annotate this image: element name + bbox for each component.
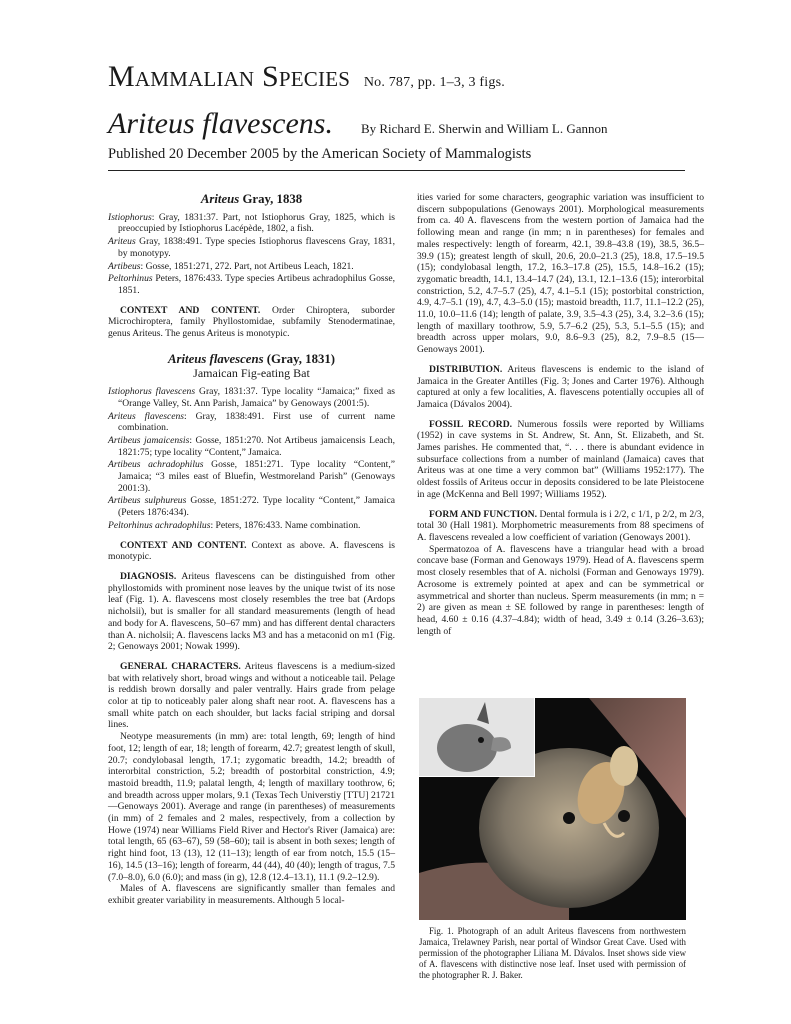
distribution-paragraph: DISTRIBUTION. Ariteus flavescens is endemic to the island of Jamaica in the Greater Antilles (Fig. 3; Jones and Carter 1976). Although captured at only a few localities, A. flavescens potentially occupies all of Jamaica (Dávalos 2004). bbox=[417, 363, 704, 410]
diagnosis-paragraph: DIAGNOSIS. Ariteus flavescens can be distinguished from other phyllostomids with prominent nose leaves by the unique twist of its nose leaf (Fig. 1). A. flavescens most closely resembles the tree bat (Ardops nicholsii), but is smaller for all standard measurements (length of head and body for A. flavescens, 50–67 mm) and has different dental characters than A. nicholsii; A. flavescens lacks M3 and has a metaconid on m1 (Fig. 2; Genoways 2001; Nowak 1999). bbox=[108, 570, 395, 653]
synonym-entry: Artibeus achradophilus Gosse, 1851:271. Type locality “Content,” Jamaica; “3 miles east of Bluefin, Westmoreland Parish” (Genoways 2001:3). bbox=[108, 459, 395, 494]
inset-photo bbox=[419, 698, 535, 777]
genus-heading bbox=[108, 194, 395, 206]
synonym-entry: Artibeus sulphureus Gosse, 1851:272. Type locality “Content,” Jamaica (Peters 1876:434). bbox=[108, 495, 395, 519]
series-number: No. 787, pp. 1–3, 3 figs. bbox=[363, 75, 505, 90]
publication-line: Published 20 December 2005 by the American Society of Mammalogists bbox=[108, 146, 532, 162]
form-function-paragraph: FORM AND FUNCTION. Dental formula is i 2/2, c 1/1, p 2/2, m 2/3, total 30 (Hall 1981). Morphometric measurements from 88 specimens of A. flavescens revealed a low coefficient of variation (Genoways 2001). bbox=[417, 508, 704, 543]
general-characters-paragraph: GENERAL CHARACTERS. Ariteus flavescens is a medium-sized bat with relatively short, broad wings and without a noticeable tail. Pelage is reddish brown dorsally and paler ventrally. Hairs grade from pelage color at tip to noticeably paler along shaft near root. A. flavescens has a small white patch on each shoulder, but lacks facial striping and dorsal lines. bbox=[108, 660, 395, 731]
synonym-entry: Peltorhinus achradophilus: Peters, 1876:433. Name combination. bbox=[108, 519, 361, 531]
figure-caption: Fig. 1. Photograph of an adult Ariteus flavescens from northwestern Jamaica, Trelawney Parish, near portal of Windsor Great Cave. Used with permission of the photographer Liliana M. Dávalos. Inset shows side view of A. flavescens with distinctive nose leaf. Inset used with permission of the photographer R. J. Baker. bbox=[419, 926, 686, 980]
header-rule bbox=[108, 170, 685, 171]
spermatozoa-paragraph: Spermatozoa of A. flavescens have a triangular head with a broad concave base (Forman and Genoways 1979). Head of A. flavescens sperm most closely resembles that of A. nicholsi (Forman and Genoways 1979). Acrosome is extremely pointed at apex and can be symmetrical or asymmetrical and shorter than nucleus. Sperm measurements (in mm; n = 2) are given as mean ± SE followed by range in parentheses: length of head, 4.60 ± 0.16 (4.37–4.84); width of head, 3.49 ± 0.14 (3.26–3.63); length of bbox=[417, 543, 704, 637]
common-name: Jamaican Fig-eating Bat bbox=[193, 366, 310, 381]
males-paragraph: Males of A. flavescens are significantly smaller than females and exhibit greater variability in measurements. Although 5 local- bbox=[108, 883, 395, 906]
genus-synonym-list bbox=[108, 212, 395, 297]
title-line bbox=[108, 107, 608, 141]
genus-context-paragraph: CONTEXT AND CONTENT. Order Chiroptera, suborder Microchiroptera, family Phyllostomidae, subfamily Stenodermatinae, genus Ariteus. The genus Ariteus is monotypic. bbox=[108, 304, 396, 340]
genus-authority: Gray, 1838 bbox=[242, 192, 303, 206]
measurements-paragraph: ities varied for some characters, geographic variation was insufficient to discern subpopulations (Genoways 2001). Morphological measurements from ca. 40 A. flavescens from the western portion of Jamaica had the following mean and range (in mm; n in parentheses) for females and males respectively: length of forearm, 42.1, 39.8–43.8 (19), 38.5, 36.5–39.9 (15); greatest length of skull, 20.6, 20.0–21.3 (25), 18.8, 17.5–19.5 (15); condylobasal length, 17.2, 16.3–17.8 (25), 15.5, 14.8–16.2 (15); zygomatic breadth, 14.1, 13.4–14.7 (24), 13.1, 12.1–13.6 (15); interorbital constriction, 5.2, 4.7–5.7 (25), 4.7, 4.1–5.1 (15); postorbital constriction, 4.9, 4.7–5.1 (19), 4.7, 4.3–5.0 (15); mastoid breadth, 11.7, 11.1–12.2 (25), 11.0, 10.0–11.6 (14); length of palate, 3.9, 3.5–4.3 (25), 3.4, 3.2–3.6 (15); length of maxillary toothrow, 5.9, 5.7–6.2 (25), 5.3, 5.1–5.5 (15); and breadth across upper molars, 9.0, 8.6–9.3 (25), 8.2, 7.9–8.5 (15—Genoways 2001). bbox=[417, 192, 704, 356]
synonym-entry: Peltorhinus Peters, 1876:433. Type species Artibeus achradophilus Gosse, 1851. bbox=[108, 273, 395, 296]
right-column bbox=[417, 192, 704, 637]
fossil-record-paragraph: FOSSIL RECORD. Numerous fossils were reported by Williams (1952) in cave systems in St. Andrew, St. Ann, St. Elizabeth, and St. James parishes. He commented that, “. . . there is abundant evidence in subsurface collections from a number of mainland (Jamaica) caves that Ariteus was at one time a very common bat” (Williams 1952:177). The oldest fossils of Ariteus occur in deposits considered to be late Pleistocene in age (McKenna and Bell 1997; Williams 1952). bbox=[417, 418, 704, 500]
synonym-entry: Artibeus jamaicensis: Gosse, 1851:270. Not Artibeus jamaicensis Leach, 1821:75; type locality “Content,” Jamaica. bbox=[108, 434, 395, 458]
species-context-paragraph: CONTEXT AND CONTENT. Context as above. A. flavescens is monotypic. bbox=[108, 539, 396, 563]
series-title bbox=[108, 60, 505, 94]
left-column bbox=[108, 192, 395, 907]
synonym-entry: Istiophorus flavescens Gray, 1831:37. Type locality “Jamaica;” fixed as “Orange Valley, St. Ann Parish, Jamaica” by Genoways (2001:5). bbox=[108, 386, 395, 409]
species-name: Ariteus flavescens bbox=[167, 351, 264, 366]
synonym-entry: Ariteus Gray, 1838:491. Type species Istiophorus flavescens Gray, 1831, by monotypy. bbox=[108, 236, 395, 259]
synonym-entry: Artibeus: Gosse, 1851:271, 272. Part, not Artibeus Leach, 1821. bbox=[108, 260, 354, 272]
species-authority: (Gray, 1831) bbox=[266, 351, 336, 366]
synonym-entry: Ariteus flavescens: Gray, 1838:491. First use of current name combination. bbox=[108, 410, 395, 434]
synonym-entry: Istiophorus: Gray, 1831:37. Part, not Istiophorus Gray, 1825, which is preoccupied by Istiophorus Lacépède, 1802, a fish. bbox=[108, 211, 395, 235]
genus-name: Ariteus bbox=[200, 192, 240, 206]
authors: By Richard E. Sherwin and William L. Gannon bbox=[360, 121, 608, 136]
series-name: Mammalian Species bbox=[108, 60, 351, 93]
species-synonym-list bbox=[108, 386, 395, 531]
inset-side-view-illustration bbox=[419, 698, 534, 776]
species-heading bbox=[108, 351, 395, 366]
bat-photograph bbox=[419, 698, 686, 920]
species-title: Ariteus flavescens. bbox=[108, 107, 333, 140]
neotype-paragraph: Neotype measurements (in mm) are: total length, 69; length of hind foot, 12; length of ear, 18; length of forearm, 42.7; greatest length of skull, 20.7; condylobasal length, 17.1; zygomatic breadth, 14.2; breadth of interorbital constriction, 5.2; breadth of postorbital constriction, 4.9; mastoid breadth, 11.9; palatal length, 4; length of maxillary toothrow, 6; and breadth across upper molars, 9.1 (Texas Tech Universtiy [TTU] 21721—Genoways 2001). Average and range (in parentheses) of measurements (in mm) of 2 females and 2 males, respectively, from a collection by Howe (1974) near Williams Field River and Hector's River (Jamaica) are: total length, 65 (63–67), 59 (58–60); tail is absent in both sexes; length of right hind foot, 13 (13), 12 (11–13); length of ear from notch, 15.5 (15–16), 14.5 (13–16); length of forearm, 44 (44), 40 (40); length of tragus, 7.5 (7.0–8.0), 6.0 (6.0); and mass (in g), 12.8 (12.4–13.1), 11.1 (9.2–12.9). bbox=[108, 731, 395, 883]
